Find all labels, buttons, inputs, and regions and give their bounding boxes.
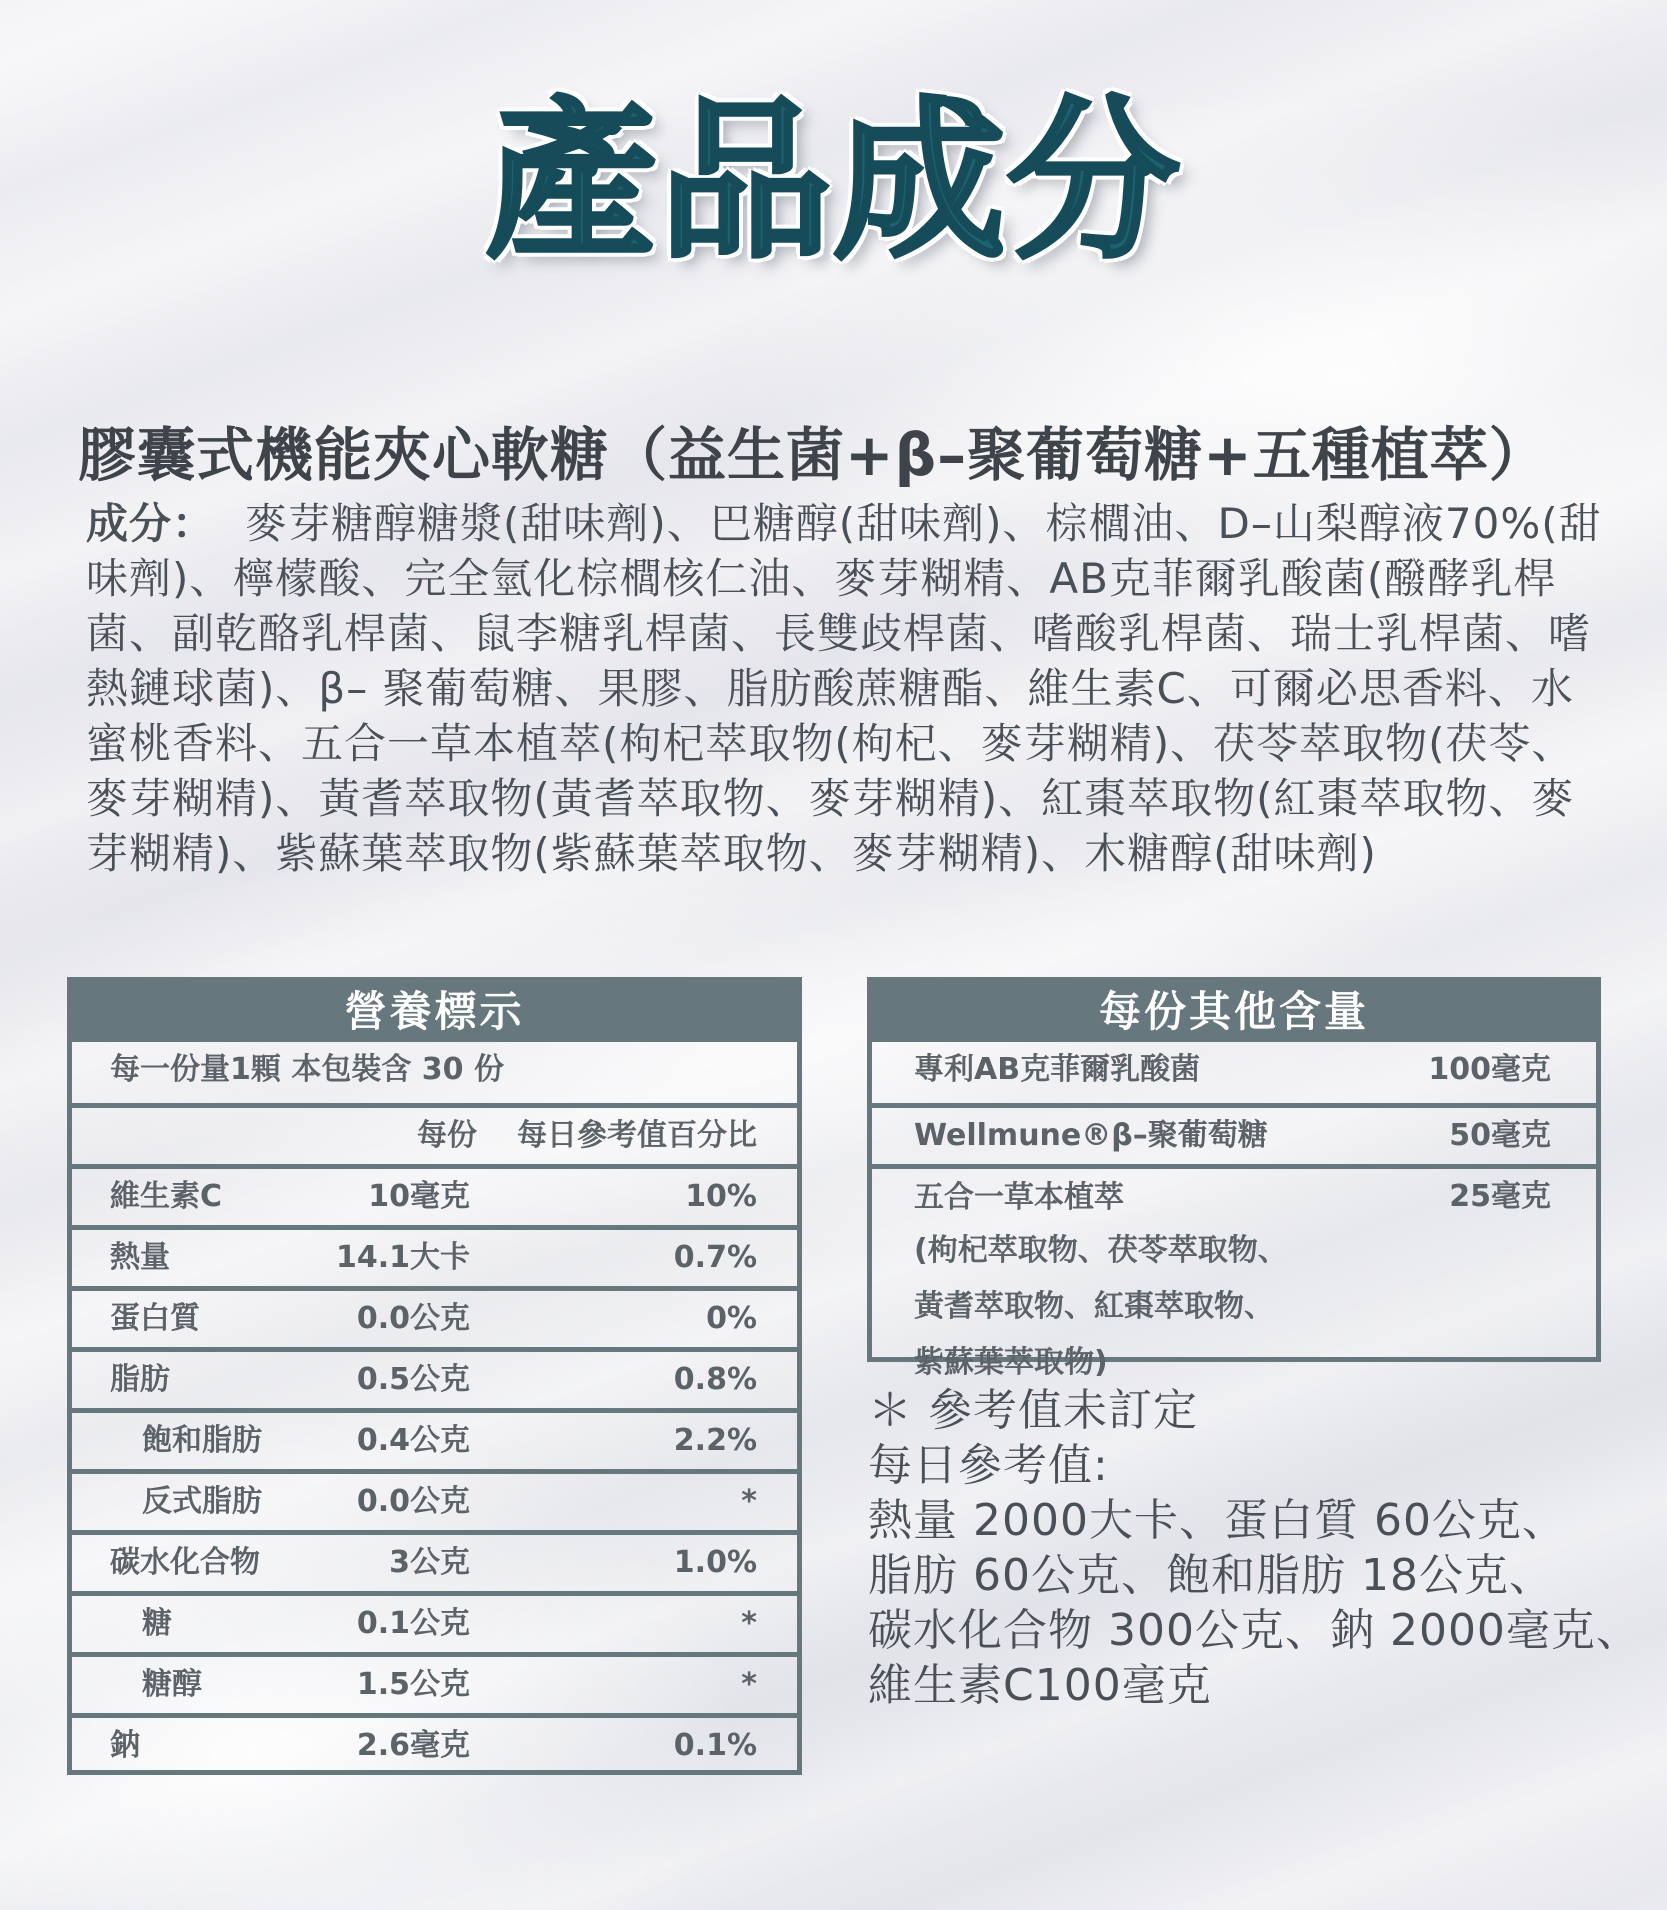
column-header-row (72, 1103, 797, 1164)
nutrition-table-header: 營養標示 (72, 982, 797, 1042)
nutrient-pct: 0.8% (673, 1362, 757, 1397)
table-row (872, 1164, 1596, 1405)
nutrient-pct: 10% (685, 1179, 757, 1214)
nutrient-amount: 0.0公克 (356, 1484, 470, 1519)
note-line: 熱量 2000大卡、蛋白質 60公克、 (868, 1495, 1567, 1546)
col-per-serving: 每份 (417, 1118, 477, 1153)
table-row (72, 1713, 797, 1774)
note-line: 每日參考值: (868, 1440, 1109, 1491)
content-value: 25毫克 (1449, 1179, 1551, 1214)
ingredients-list: 麥芽糖醇糖漿(甜味劑)、巴糖醇(甜味劑)、棕櫚油、D–山梨醇液70%(甜味劑)、檸檬酸、完全氫化棕櫚核仁油、麥芽糊精、AB克菲爾乳酸菌(醱酵乳桿菌、副乾酪乳桿菌、鼠李糖乳桿菌、長雙歧桿菌、嗜酸乳桿菌、瑞士乳桿菌、嗜熱鏈球菌)、β– 聚葡萄糖、果膠、脂肪酸蔗糖酯、維生素C、可爾必思香料、水蜜桃香料、五合一草本植萃(枸杞萃取物(枸杞、麥芽糊精)、茯苓萃取物(茯苓、麥芽糊精)、黃耆萃取物(黃耆萃取物、麥芽糊精)、紅棗萃取物(紅棗萃取物、麥芽糊精)、紫蘇葉萃取物(紫蘇葉萃取物、麥芽糊精)、木糖醇(甜味劑) (86, 499, 1602, 878)
other-content-header: 每份其他含量 (872, 982, 1596, 1042)
table-row (72, 1652, 797, 1713)
nutrient-name: 熱量 (110, 1240, 170, 1275)
ingredients-label: 成分： (86, 499, 216, 548)
nutrient-pct: * (741, 1484, 757, 1519)
nutrient-name: 糖醇 (142, 1667, 202, 1702)
nutrient-name: 糖 (142, 1606, 172, 1641)
nutrient-amount: 0.4公克 (356, 1423, 470, 1458)
table-row (72, 1591, 797, 1652)
nutrient-pct: 2.2% (673, 1423, 757, 1458)
page-title: 產品成分 (485, 81, 1182, 282)
nutrient-amount: 0.0公克 (356, 1301, 470, 1336)
serving-row (72, 1042, 797, 1103)
nutrient-amount: 0.1公克 (356, 1606, 470, 1641)
nutrient-pct: 1.0% (673, 1545, 757, 1580)
nutrient-amount: 14.1大卡 (335, 1240, 470, 1275)
note-line: 碳水化合物 300公克、鈉 2000毫克、 (868, 1605, 1641, 1656)
content-detail-line: 紫蘇葉萃取物) (914, 1345, 1108, 1380)
table-row (72, 1469, 797, 1530)
other-content-table (867, 977, 1601, 1380)
nutrient-name: 飽和脂肪 (142, 1423, 262, 1458)
serving-size: 每一份量1顆 本包裝含 30 份 (110, 1052, 504, 1087)
nutrient-pct: 0.7% (673, 1240, 757, 1275)
note-line: ＊ 參考值未訂定 (868, 1385, 1198, 1436)
nutrient-pct: * (741, 1667, 757, 1702)
nutrient-name: 反式脂肪 (142, 1484, 262, 1519)
nutrient-amount: 10毫克 (368, 1179, 470, 1214)
ingredients-text (86, 496, 1611, 881)
note-line: 脂肪 60公克、飽和脂肪 18公克、 (868, 1550, 1554, 1601)
nutrient-name: 維生素C (110, 1179, 223, 1214)
nutrient-name: 脂肪 (110, 1362, 170, 1397)
nutrient-pct: * (741, 1606, 757, 1641)
nutrient-name: 蛋白質 (110, 1301, 200, 1336)
table-row (72, 1225, 797, 1286)
note-line: 維生素C100毫克 (868, 1660, 1212, 1711)
nutrient-pct: 0.1% (673, 1728, 757, 1763)
product-name: 膠囊式機能夾心軟糖（益生菌+β–聚葡萄糖+五種植萃） (78, 421, 1548, 489)
table-row (72, 1164, 797, 1225)
table-row (72, 1286, 797, 1347)
nutrient-pct: 0% (706, 1301, 757, 1336)
nutrient-amount: 3公克 (389, 1545, 470, 1580)
nutrient-name: 碳水化合物 (110, 1545, 260, 1580)
content-value: 50毫克 (1449, 1118, 1551, 1153)
reference-notes (868, 1383, 1658, 1713)
content-value: 100毫克 (1428, 1052, 1551, 1087)
nutrient-amount: 0.5公克 (356, 1362, 470, 1397)
nutrition-table (67, 977, 802, 1775)
table-row (72, 1408, 797, 1469)
nutrient-name: 鈉 (110, 1728, 140, 1763)
content-name: 五合一草本植萃 (914, 1180, 1124, 1215)
content-name: Wellmune®β–聚葡萄糖 (914, 1118, 1268, 1153)
content-detail-line: 黃耆萃取物、紅棗萃取物、 (914, 1289, 1274, 1324)
content-name: 專利AB克菲爾乳酸菌 (914, 1052, 1201, 1087)
nutrient-amount: 2.6毫克 (356, 1728, 470, 1763)
nutrient-amount: 1.5公克 (356, 1667, 470, 1702)
col-daily-pct: 每日參考值百分比 (517, 1118, 757, 1153)
table-row (72, 1530, 797, 1591)
table-row (72, 1347, 797, 1408)
table-row (872, 1103, 1596, 1164)
table-row (872, 1042, 1596, 1103)
content-detail-line: (枸杞萃取物、茯苓萃取物、 (914, 1233, 1288, 1268)
